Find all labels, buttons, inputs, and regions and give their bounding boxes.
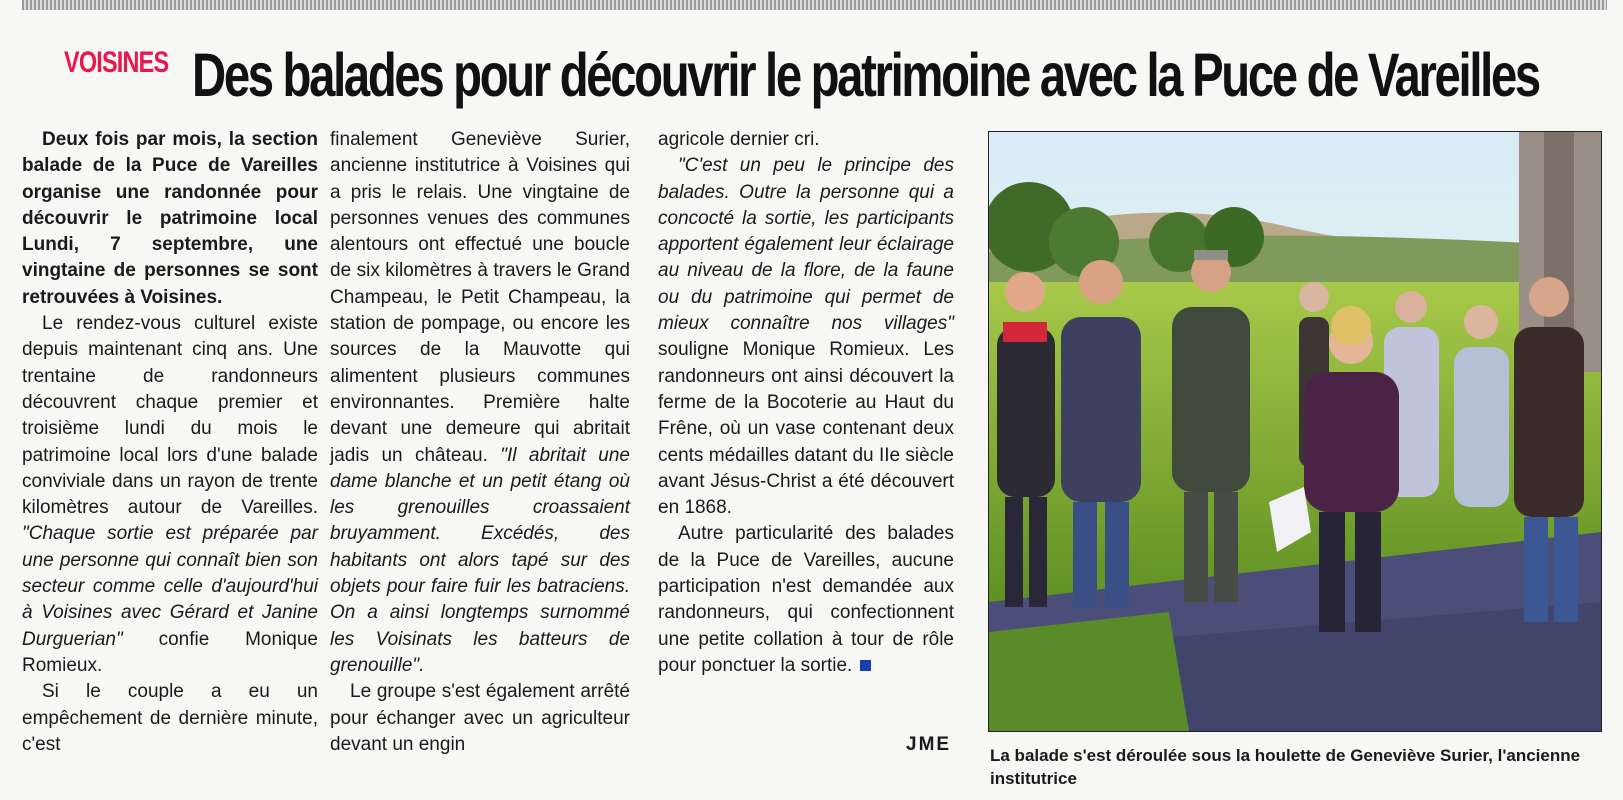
quote-text: "C'est un peu le principe des balades. Outre la personne qui a concocté la sortie, les participants apportent également leur éclairage au niveau de la flore, de la faune ou du patrimoine qui permet de mieux connaître nos villages" bbox=[658, 155, 954, 335]
lead-paragraph: Deux fois par mois, la section balade de la Puce de Vareilles organise une randonnée pour découvrir le patrimoine local Lundi, 7 septembre, une vingtaine de personnes se sont retrouvées à Voisines. bbox=[22, 129, 318, 308]
body-paragraph: Le groupe s'est également arrêté pour échanger avec un agriculteur devant un engin bbox=[330, 681, 630, 755]
photo-caption: La balade s'est déroulée sous la houlette de Geneviève Surier, l'ancienne institutrice bbox=[990, 746, 1581, 788]
article-column-1 bbox=[22, 127, 318, 758]
author-signature: JME bbox=[906, 734, 952, 755]
body-text: Le rendez-vous culturel existe depuis maintenant cinq ans. Une trentaine de randonneurs découvrent chaque premier et troisième lundi du mois le patrimoine local lors d'une balade conviviale dans un rayon de trente kilomètres autour de Vareilles. bbox=[22, 313, 318, 519]
end-of-article-mark bbox=[860, 660, 871, 671]
body-paragraph: agricole dernier cri. bbox=[658, 129, 820, 150]
body-text: finalement Geneviève Surier, ancienne institutrice à Voisines qui a pris le relais. Une vingtaine de personnes venues des communes alentours ont effectué une boucle de six kilomètres à travers le Grand Champeau, le Petit Champeau, la station de pompage, ou encore les sources de la Mauvotte qui alimentent plusieurs communes environnantes. Première halte devant une demeure qui abritait jadis un château. bbox=[330, 129, 630, 466]
body-paragraph bbox=[658, 153, 954, 521]
quote-text: "Chaque sortie est préparée par une personne qui connaît bien son secteur comme celle d'aujourd'hui à Voisines avec Gérard et Janine Durguerian" bbox=[22, 523, 318, 650]
group-walk-photo bbox=[988, 131, 1602, 732]
body-paragraph bbox=[330, 127, 630, 679]
section-kicker: VOISINES bbox=[64, 46, 169, 79]
body-paragraph bbox=[658, 521, 954, 679]
body-text: confie Monique Romieux. bbox=[22, 628, 318, 676]
body-text: souligne Monique Romieux. Les randonneurs ont ainsi découvert la ferme de la Bocoterie au Haut du Frêne, où un vase contenant deux cents médailles datant du IIe siècle avant Jésus-Christ a été découvert en 1868. bbox=[658, 339, 954, 519]
article-title: Des balades pour découvrir le patrimoine avec la Puce de Vareilles bbox=[192, 41, 1539, 109]
quote-text: "Il abritait une dame blanche et un petit étang où les grenouilles croassaient bruyamment. Excédés, des habitants ont alors tapé sur des objets pour faire fuir les batraciens. On a ainsi longtemps surnommé les Voisinats les batteurs de grenouille". bbox=[330, 444, 631, 676]
body-paragraph bbox=[22, 311, 318, 679]
article-column-3 bbox=[658, 127, 954, 679]
article-column-2 bbox=[330, 127, 630, 758]
body-paragraph: Si le couple a eu un empêchement de dernière minute, c'est bbox=[22, 681, 318, 755]
body-text: Autre particularité des balades de la Puce de Vareilles, aucune participation n'est demandée aux randonneurs, qui confectionnent une petite collation à tour de rôle pour ponctuer la sortie. bbox=[658, 523, 954, 676]
photo-illustration bbox=[989, 132, 1601, 731]
headline bbox=[64, 41, 1539, 109]
top-border-rule bbox=[22, 0, 1607, 10]
